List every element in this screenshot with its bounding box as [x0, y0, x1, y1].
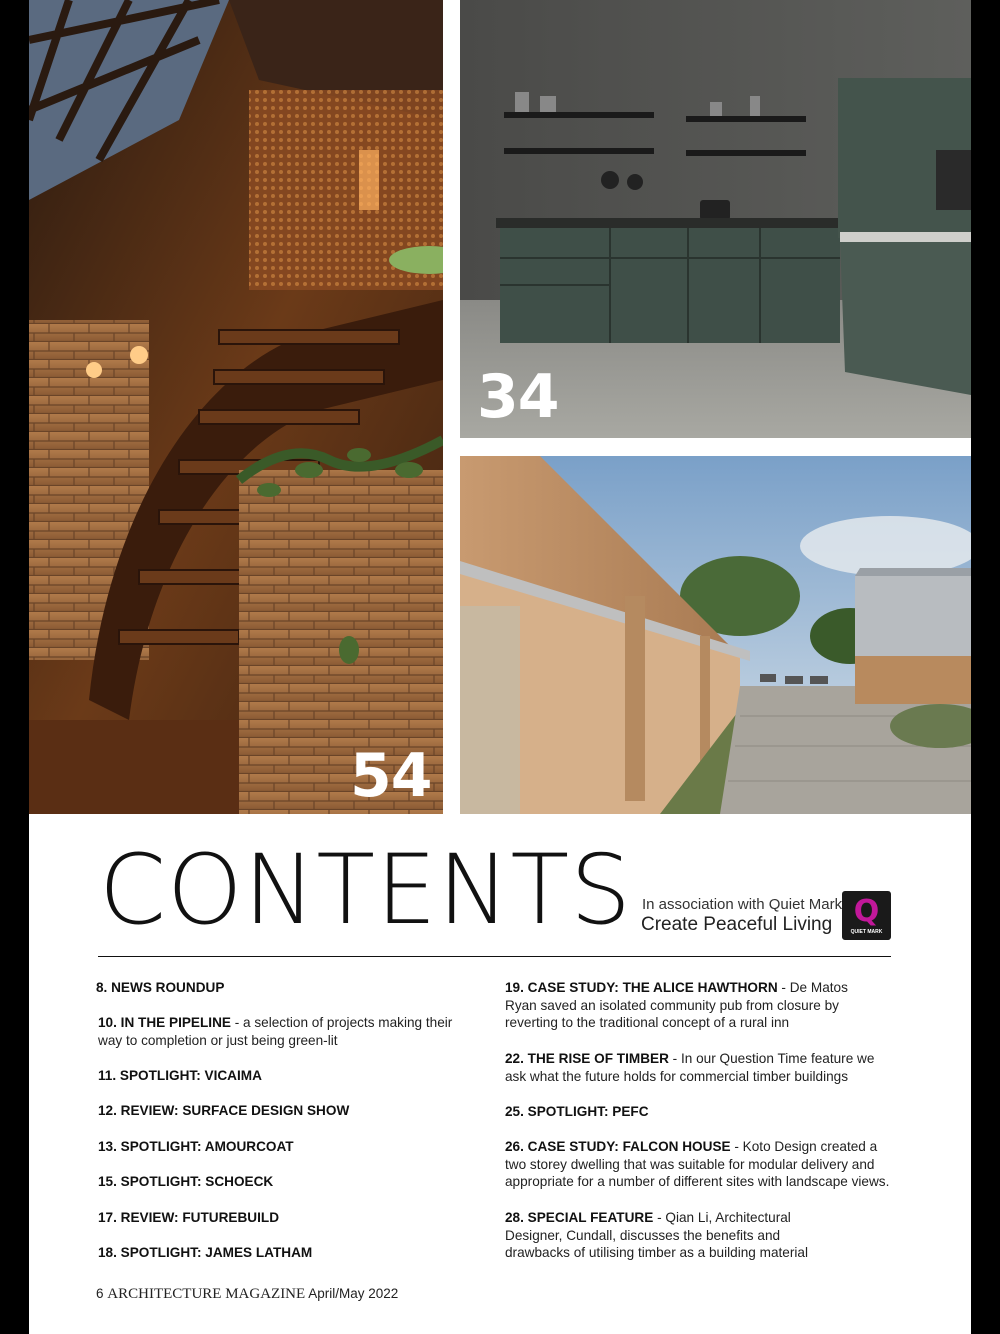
toc-item[interactable] [98, 1138, 458, 1156]
association-text: In association with Quiet Mark [642, 896, 843, 913]
quiet-mark-logo [842, 891, 891, 940]
toc-item[interactable] [505, 1103, 897, 1121]
page-number-54: 54 [350, 741, 432, 811]
toc-desc: - In our Question Time feature we ask what the future holds for commercial timber buildings [505, 1051, 875, 1084]
kitchen-photo [460, 0, 971, 438]
toc-item[interactable] [505, 1050, 897, 1085]
staircase-photo [29, 0, 443, 814]
toc-heading: 11. SPOTLIGHT: VICAIMA [98, 1068, 262, 1083]
timber-house-photo [460, 456, 971, 814]
toc-heading: 18. SPOTLIGHT: JAMES LATHAM [98, 1245, 313, 1260]
toc-desc: - Koto Design created a two storey dwelling that was suitable for modular delivery and appropriate for a number of different sites with landscape views. [505, 1139, 890, 1190]
footer-page-number: 6 [96, 1286, 104, 1301]
toc-heading: 28. SPECIAL FEATURE [505, 1210, 654, 1225]
toc-item[interactable] [98, 1173, 458, 1191]
toc-item[interactable] [505, 979, 867, 1032]
toc-item[interactable] [98, 1102, 458, 1120]
toc-item[interactable] [98, 1014, 453, 1049]
toc-heading: 22. THE RISE OF TIMBER [505, 1051, 669, 1066]
divider [98, 956, 891, 957]
toc-heading: 26. CASE STUDY: FALCON HOUSE [505, 1139, 731, 1154]
toc-heading: 19. CASE STUDY: THE ALICE HAWTHORN [505, 980, 778, 995]
toc-item[interactable] [505, 1138, 897, 1191]
toc-heading: 17. REVIEW: FUTUREBUILD [98, 1210, 280, 1225]
toc-heading: 8. NEWS ROUNDUP [96, 980, 225, 995]
toc-heading: 10. IN THE PIPELINE [98, 1015, 231, 1030]
toc-desc: - De Matos Ryan saved an isolated community pub from closure by reverting to the traditional concept of a rural inn [505, 980, 848, 1031]
page-number-34: 34 [477, 362, 559, 432]
footer-issue: April/May 2022 [308, 1286, 399, 1301]
toc-item[interactable] [96, 979, 456, 997]
tagline: Create Peaceful Living [641, 914, 833, 935]
footer-magazine: ARCHITECTURE MAGAZINE [107, 1286, 306, 1302]
magazine-page [29, 0, 971, 1334]
quiet-mark-letter: Q [853, 894, 880, 929]
toc-desc: - Qian Li, Architectural Designer, Cundall, discusses the benefits and drawbacks of utilising timber as a building material [505, 1210, 808, 1261]
toc-heading: 25. SPOTLIGHT: PEFC [505, 1104, 649, 1119]
quiet-mark-text: QUIET MARK [850, 929, 883, 935]
toc-item[interactable] [98, 1209, 458, 1227]
toc-heading: 12. REVIEW: SURFACE DESIGN SHOW [98, 1103, 350, 1118]
page-footer [96, 1286, 398, 1303]
page-title: CONTENTS [99, 834, 633, 946]
toc-heading: 13. SPOTLIGHT: AMOURCOAT [98, 1139, 294, 1154]
toc-item[interactable] [505, 1209, 845, 1262]
toc-item[interactable] [98, 1067, 458, 1085]
toc-desc: - a selection of projects making their way to completion or just being green-lit [98, 1015, 453, 1048]
toc-item[interactable] [98, 1244, 458, 1262]
toc-heading: 15. SPOTLIGHT: SCHOECK [98, 1174, 274, 1189]
